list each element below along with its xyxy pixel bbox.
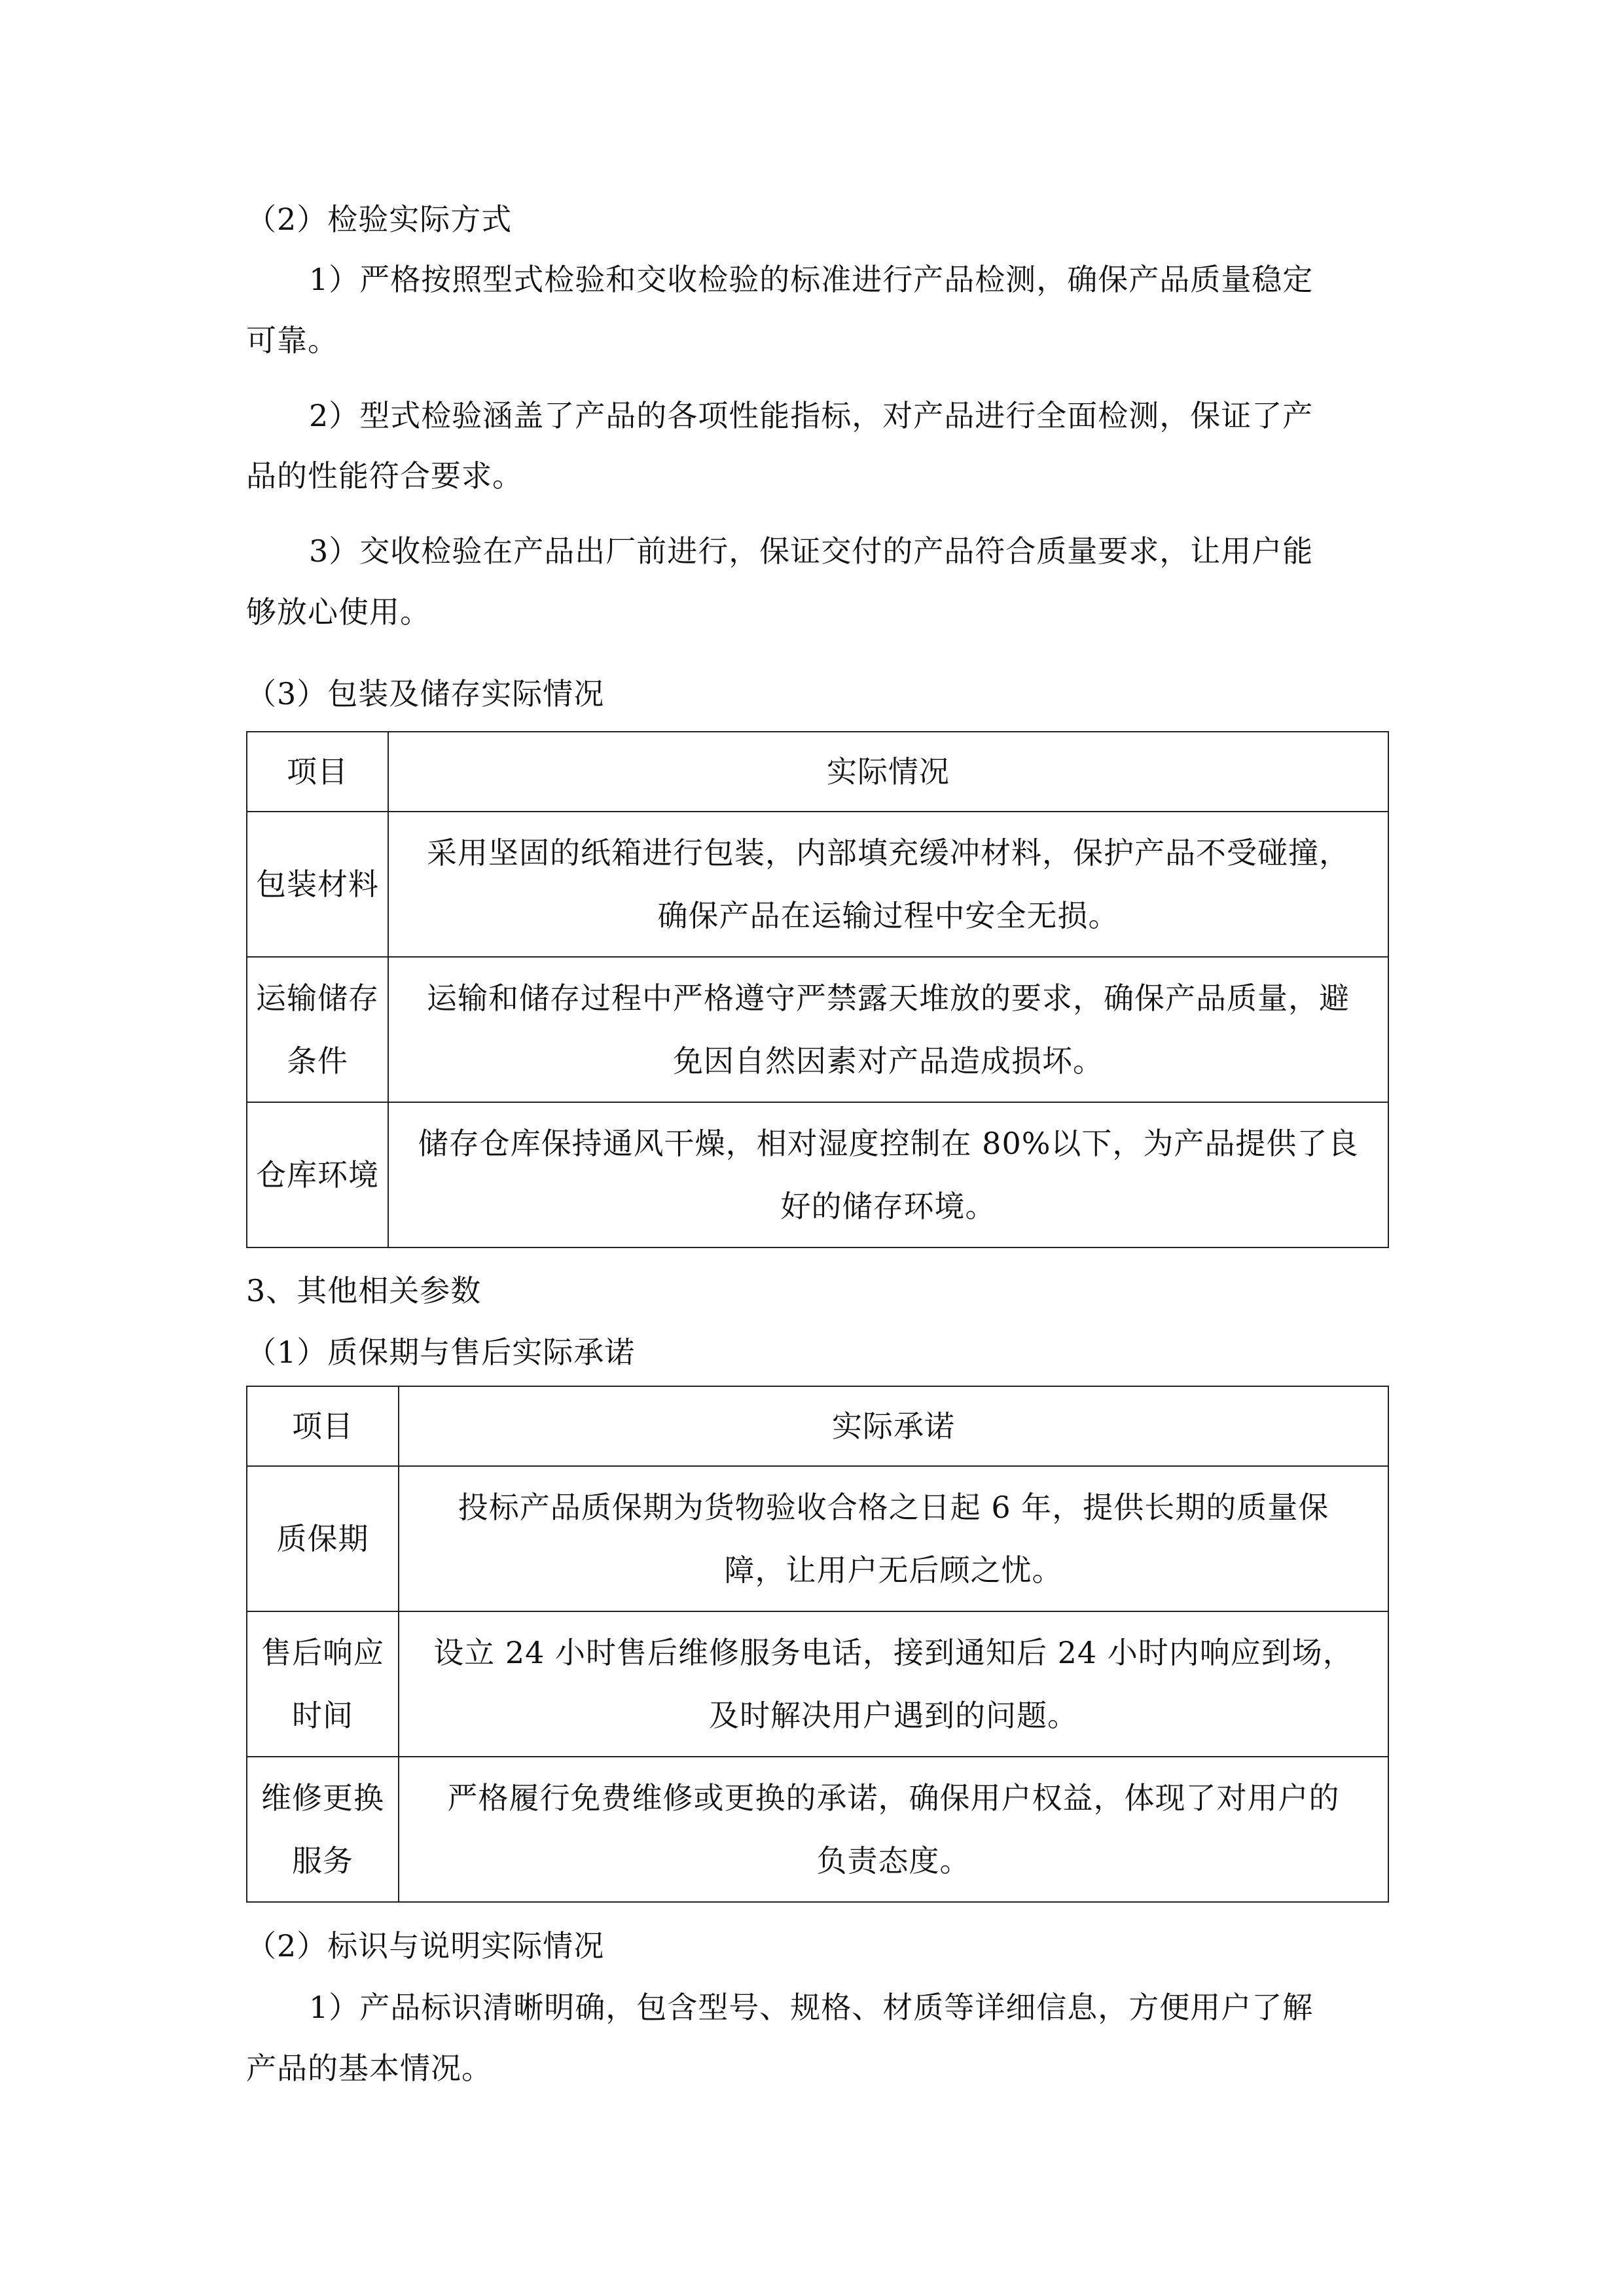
desc-line: 投标产品质保期为货物验收合格之日起 6 年，提供长期的质量保 [458, 1490, 1329, 1525]
desc-line: 采用坚固的纸箱进行包装，内部填充缓冲材料，保护产品不受碰撞， [427, 835, 1350, 870]
table-desc-cell [399, 1611, 1388, 1757]
inspection-item-2-line1: 2）型式检验涵盖了产品的各项性能指标，对产品进行全面检测，保证了产 [309, 398, 1314, 433]
item-label: 时间 [292, 1698, 353, 1733]
desc-line: 好的储存环境。 [780, 1189, 996, 1224]
table-header-cell: 实际承诺 [399, 1386, 1388, 1466]
table-item-cell [247, 957, 388, 1102]
table-header-cell: 实际情况 [388, 732, 1388, 812]
item-label: 包装材料 [256, 867, 379, 902]
table-desc-cell [388, 812, 1388, 957]
table-row [247, 1466, 1388, 1611]
table-item-cell [247, 1102, 388, 1247]
desc-line: 负责态度。 [816, 1843, 971, 1878]
table-row [247, 1757, 1388, 1902]
desc-line: 免因自然因素对产品造成损坏。 [673, 1043, 1104, 1079]
item-label: 质保期 [276, 1521, 369, 1556]
inspection-item-1-line2: 可靠。 [246, 323, 338, 358]
labeling-item-1-line1: 1）产品标识清晰明确，包含型号、规格、材质等详细信息，方便用户了解 [309, 1990, 1314, 2025]
table-header-row [247, 1386, 1388, 1466]
item-label: 维修更换 [261, 1780, 384, 1816]
table-header-cell: 项目 [247, 1386, 399, 1466]
table-desc-cell [399, 1466, 1388, 1611]
table-header-cell: 项目 [247, 732, 388, 812]
table-row [247, 1611, 1388, 1757]
section-heading-inspection: （2）检验实际方式 [246, 202, 513, 237]
item-label: 条件 [287, 1043, 348, 1079]
item-label: 运输储存 [256, 980, 379, 1016]
desc-line: 运输和储存过程中严格遵守严禁露天堆放的要求，确保产品质量，避 [427, 980, 1350, 1016]
table-row [247, 812, 1388, 957]
inspection-item-3-line2: 够放心使用。 [246, 594, 431, 630]
table-item-cell [247, 1757, 399, 1902]
desc-line: 障，让用户无后顾之忧。 [724, 1552, 1063, 1588]
item-label: 服务 [292, 1843, 353, 1878]
inspection-item-3-line1: 3）交收检验在产品出厂前进行，保证交付的产品符合质量要求，让用户能 [309, 533, 1314, 569]
item-label: 售后响应 [261, 1635, 384, 1670]
section-heading-packaging: （3）包装及储存实际情况 [246, 676, 605, 711]
desc-line: 设立 24 小时售后维修服务电话，接到通知后 24 小时内响应到场， [433, 1635, 1354, 1670]
table-header-row [247, 732, 1388, 812]
item-label: 仓库环境 [256, 1157, 379, 1193]
desc-line: 储存仓库保持通风干燥，相对湿度控制在 80%以下，为产品提供了良 [418, 1126, 1359, 1161]
table-desc-cell [388, 957, 1388, 1102]
section-heading-warranty: （1）质保期与售后实际承诺 [246, 1335, 636, 1370]
part-heading-other-params: 3、其他相关参数 [246, 1273, 482, 1308]
desc-line: 确保产品在运输过程中安全无损。 [657, 898, 1119, 933]
table-desc-cell [399, 1757, 1388, 1902]
inspection-item-1-line1: 1）严格按照型式检验和交收检验的标准进行产品检测，确保产品质量稳定 [309, 262, 1314, 297]
table-desc-cell [388, 1102, 1388, 1247]
inspection-item-2-line2: 品的性能符合要求。 [246, 458, 523, 493]
table-item-cell [247, 1611, 399, 1757]
warranty-table [246, 1386, 1389, 1903]
desc-line: 严格履行免费维修或更换的承诺，确保用户权益，体现了对用户的 [447, 1780, 1340, 1816]
labeling-item-1-line2: 产品的基本情况。 [246, 2051, 492, 2086]
table-row [247, 957, 1388, 1102]
packaging-table [246, 731, 1389, 1248]
desc-line: 及时解决用户遇到的问题。 [709, 1698, 1078, 1733]
table-item-cell [247, 812, 388, 957]
table-item-cell [247, 1466, 399, 1611]
section-heading-labeling: （2）标识与说明实际情况 [246, 1928, 605, 1964]
table-row [247, 1102, 1388, 1247]
